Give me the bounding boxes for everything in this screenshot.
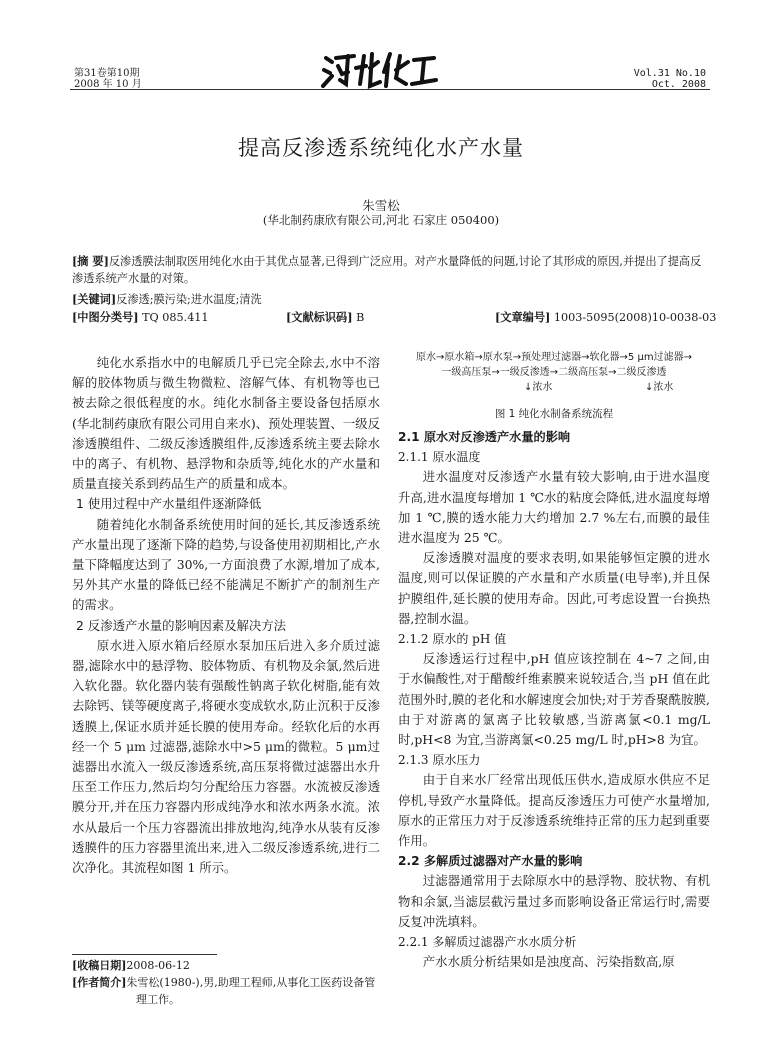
keywords-text: 反渗透;膜污染;进水温度;清洗 bbox=[116, 293, 262, 306]
section-heading-2-1-2: 2.1.2 原水的 pH 值 bbox=[398, 632, 507, 647]
affiliation: (华北制药康欣有限公司,河北 石家庄 050400) bbox=[262, 213, 500, 227]
right-column bbox=[398, 427, 710, 972]
flow-drain-2: ↓浓水 bbox=[645, 382, 674, 393]
footnote bbox=[72, 957, 380, 1008]
keywords bbox=[72, 291, 712, 308]
flow-drain-1: ↓浓水 bbox=[524, 382, 553, 393]
section-heading-1: 1 使用过程中产水量组件逐渐降低 bbox=[76, 496, 262, 512]
section-heading-2-1: 2.1 原水对反渗透产水量的影响 bbox=[398, 430, 571, 444]
section-heading-2: 2 反渗透产水量的影响因素及解决方法 bbox=[76, 617, 287, 633]
received-date: [收稿日期]2008-06-12 bbox=[72, 959, 190, 972]
header-rule bbox=[70, 89, 710, 90]
issue-date: 2008 年 10 月 bbox=[74, 79, 142, 90]
paper-title: 提高反渗透系统纯化水产水量 bbox=[238, 136, 524, 160]
body-paragraph: 由于自来水厂经常出现低压供水,造成原水供应不足停机,导致产水量降低。提高反渗透压力可使产水量增加,原水的正常压力对于反渗透系统维持正常的压力起到重要作用。 bbox=[398, 772, 710, 849]
flow-diagram bbox=[398, 350, 710, 395]
abstract-label: [摘 要] bbox=[72, 254, 109, 268]
issue-info-right bbox=[620, 68, 706, 90]
footnote-rule bbox=[72, 954, 217, 955]
article-number: [文章编号] 1003-5095(2008)10-0038-03 bbox=[495, 310, 717, 324]
abstract-text: 反渗透膜法制取医用纯化水由于其优点显著,已得到广泛应用。对产水量降低的问题,讨论了其形成的原因,并提出了提高反渗透系统产水量的对策。 bbox=[72, 255, 702, 285]
section-heading-2-1-3: 2.1.3 原水压力 bbox=[398, 753, 481, 768]
figure-caption: 图 1 纯化水制备系统流程 bbox=[494, 408, 614, 420]
issue-info-left bbox=[74, 68, 142, 90]
left-column bbox=[72, 353, 380, 878]
body-paragraph: 随着纯化水制备系统使用时间的延长,其反渗透系统产水量出现了逐渐下降的趋势,与设备使用初期相比,产水量下降幅度达到了 30%,一方面浪费了水源,增加了成本,另外其产水量的降低已经不能满足不断扩产的制剂生产的需求。 bbox=[72, 516, 380, 613]
body-paragraph: 过滤器通常用于去除原水中的悬浮物、胶状物、有机物和余氯,当滤层截污量过多而影响设备正常运行时,需要反复冲洗填料。 bbox=[398, 873, 710, 929]
abstract bbox=[72, 253, 712, 287]
section-heading-2-2: 2.2 多解质过滤器对产水量的影响 bbox=[398, 854, 583, 869]
volume-issue: 第31卷第10期 bbox=[74, 68, 140, 79]
cls-code: [中图分类号] TQ 085.411 bbox=[72, 310, 209, 324]
section-heading-2-2-1: 2.2.1 多解质过滤器产水水质分析 bbox=[398, 935, 577, 950]
body-paragraph: 反渗透运行过程中,pH 值应该控制在 4~7 之间,由于水偏酸性,对于醋酸纤维素膜来说较适合,当 pH 值在此范围外时,膜的老化和水解速度会加快;对于芳香聚酰胺膜,由于对游离的氯离子比较敏感,当游离氯<0.1 mg/L 时,pH<8 为宜,当游离氯<0.25 mg/L 时,pH>8 为宜。 bbox=[398, 651, 710, 748]
body-paragraph: 原水进入原水箱后经原水泵加压后进入多介质过滤器,滤除水中的悬浮物、胶体物质、有机物及余氯,然后进入软化器。软化器内装有强酸性钠离子软化树脂,能有效去除钙、镁等硬度离子,将硬水变成软水,防止沉积于反渗透膜上,保证水质并延长膜的使用寿命。经软化后的水再经一个 5 μm 过滤器,滤除水中>5 μm的微粒。5 μm过滤器出水流入一级反渗透系统,高压泵将微过滤器出水升压至工作压力,然后均匀分配给压力容器。水流被反渗透膜分开,并在压力容器内形成纯净水和浓水两条水流。浓水从最后一个压力容器流出排放地沟,纯净水从装有反渗透膜件的压力容器里流出来,进入二级反渗透系统,进行二次净化。其流程如图 1 所示。 bbox=[72, 637, 380, 876]
body-paragraph: 产水水质分析结果如是浊度高、污染指数高,原 bbox=[422, 954, 675, 970]
volume-issue-en: Vol.31 No.10 bbox=[633, 68, 706, 79]
issue-date-en: Oct. 2008 bbox=[651, 79, 706, 90]
section-heading-2-1-1: 2.1.1 原水温度 bbox=[398, 450, 481, 465]
author-bio: [作者简介]朱雪松(1980-),男,助理工程师,从事化工医药设备管理工作。 bbox=[72, 976, 376, 1006]
body-paragraph: 纯化水系指水中的电解质几乎已完全除去,水中不溶解的胶体物质与微生物微粒、溶解气体、有机物等也已被去除之很低程度的水。纯化水制备主要设备包括原水(华北制药康欣有限公司用自来水)、预处理装置、一级反渗透膜组件、二级反渗透膜组件,反渗透系统主要去除水中的离子、有机物、悬浮物和杂质等,纯化水的产水量和质量直接关系到药品生产的质量和成本。 bbox=[72, 355, 380, 492]
body-paragraph: 进水温度对反渗透产水量有较大影响,由于进水温度升高,进水温度每增加 1 ℃水的粘度会降低,进水温度每增加 1 ℃,膜的透水能力大约增加 2.7 %左右,而膜的最佳进水温度为 25 ℃。 bbox=[398, 469, 710, 546]
flow-line-1: 原水→原水箱→原水泵→预处理过滤器→软化器→5 μm过滤器→ bbox=[416, 352, 692, 363]
keywords-label: [关键词] bbox=[72, 292, 117, 306]
doc-code: [文献标识码] B bbox=[286, 310, 365, 324]
journal-logo bbox=[320, 48, 440, 92]
body-paragraph: 反渗透膜对温度的要求表明,如果能够恒定膜的进水温度,则可以保证膜的产水量和产水质量(电导率),并且保护膜组件,延长膜的使用寿命。因此,可考虑设置一台换热器,控制水温。 bbox=[398, 550, 710, 626]
flow-line-2: 一级高压泵→一级反渗透→二级高压泵→二级反渗透 bbox=[441, 367, 667, 378]
author: 朱雪松 bbox=[362, 198, 400, 213]
